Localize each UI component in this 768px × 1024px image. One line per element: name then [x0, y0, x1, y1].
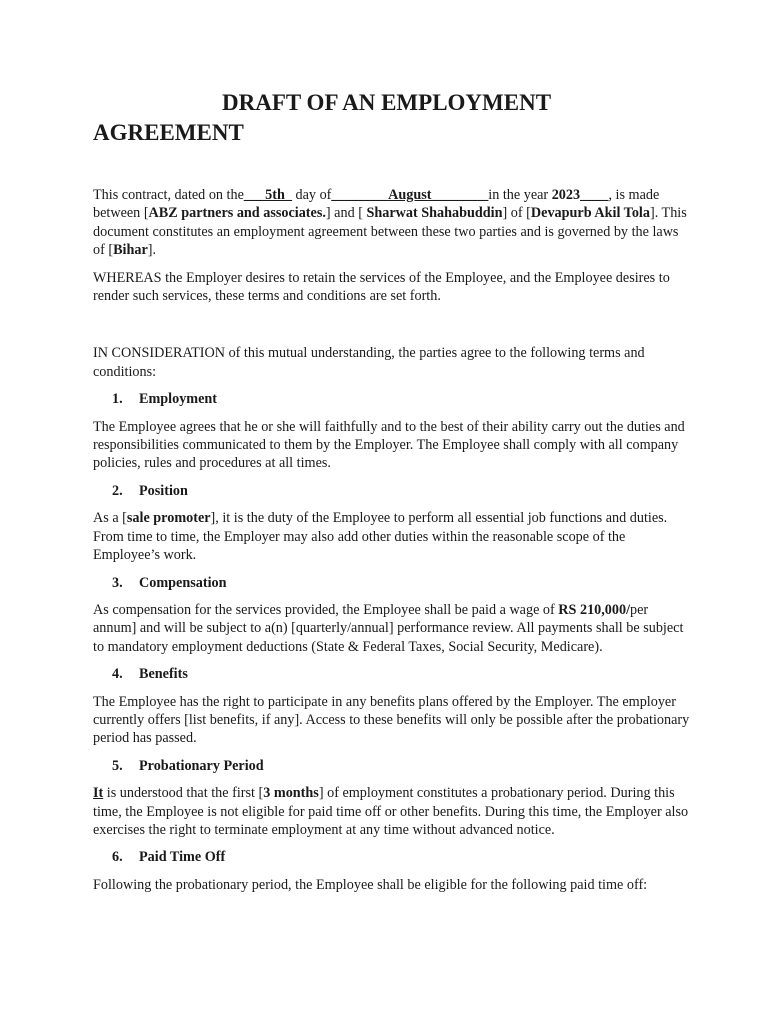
intro-text-8: ]. [147, 242, 157, 259]
section-heading-employment [93, 390, 691, 408]
section-heading-benefits [93, 665, 691, 683]
section-title: Benefits [139, 666, 188, 683]
section-text-compensation [93, 601, 691, 656]
wage-amount: RS 210,000/ [558, 601, 631, 618]
job-role: sale promoter [126, 510, 211, 527]
intro-text-3: in the year [488, 187, 552, 203]
agreement-day: 5th [265, 187, 285, 203]
intro-text-1: This contract, dated on the [93, 187, 244, 203]
section-heading-position [93, 482, 691, 500]
section-number: 6. [112, 849, 123, 866]
position-text-2: ], it is the duty of the Employee to perform all essential job functions and duties. From time to time, the Employer may also add other duties within the reasonable scope of the Employee’s work. [93, 510, 668, 564]
blank-line: _ [284, 187, 292, 203]
section-number: 1. [112, 391, 123, 408]
section-heading-probation [93, 757, 691, 775]
intro-text-7: ]. This document constitutes an employment agreement between these two parties and is governed by the laws of [ [93, 205, 687, 259]
section-heading-compensation [93, 574, 691, 592]
intro-text-6: ] of [ [502, 205, 531, 222]
blank-line: ________ [331, 187, 389, 203]
position-text-1: As a [ [93, 510, 127, 527]
section-title: Compensation [139, 574, 227, 591]
section-number: 5. [112, 757, 123, 774]
employee-name: Sharwat Shahabuddin [366, 205, 503, 222]
section-number: 2. [112, 482, 123, 499]
intro-text-5: ] and [ [325, 205, 367, 222]
title-line-1: DRAFT OF AN EMPLOYMENT [222, 90, 552, 115]
section-title: Probationary Period [139, 757, 264, 774]
governing-state: Bihar [113, 242, 148, 259]
probation-text-2: ] of employment constitutes a probationary period. During this time, the Employee is not eligible for paid time off or other benefits. During this time, the Employer also exercises the right to terminate employment at any time without advanced notice. [93, 785, 689, 838]
document-body [93, 186, 691, 894]
section-title: Paid Time Off [139, 849, 226, 866]
section-text-probation [93, 784, 691, 839]
intro-text-4: , is made between [ [93, 187, 660, 222]
intro-paragraph [93, 186, 691, 260]
section-title: Employment [139, 391, 218, 408]
agreement-month: August [388, 187, 432, 203]
consideration-paragraph: IN CONSIDERATION of this mutual understanding, the parties agree to the following terms and conditions: [93, 345, 645, 380]
employer-name: ABZ partners and associates. [148, 205, 326, 222]
blank-line: ___ [243, 187, 266, 203]
section-text-paid-time-off: Following the probationary period, the Employee shall be eligible for the following paid time off: [93, 876, 648, 893]
compensation-text-2: per annum] and will be subject to a(n) [quarterly/annual] performance review. All payments shall be subject to mandatory employment deductions (State & Federal Taxes, Social Security, Medicare). [93, 601, 684, 655]
blank-line: ________ [431, 187, 489, 203]
whereas-paragraph: WHEREAS the Employer desires to retain the services of the Employee, and the Employee desires to render such services, these terms and conditions are set forth. [93, 269, 670, 305]
section-text-benefits: The Employee has the right to participate in any benefits plans offered by the Employer. The employer currently offers [list benefits, if any]. Access to these benefits will only be possible after the probationary period has passed. [93, 693, 690, 747]
section-text-employment: The Employee agrees that he or she will faithfully and to the best of their ability carry out the duties and responsibilities communicated to them by the Employer. The Employee shall comply with all company policies, rules and procedures at all times. [93, 418, 685, 472]
agreement-year: 2023 [551, 187, 581, 203]
title-line-2: AGREEMENT [93, 120, 244, 145]
document-title [93, 88, 693, 148]
probation-lead-word: It [93, 785, 104, 802]
intro-text-2: day of [291, 187, 332, 203]
section-title: Position [139, 482, 188, 499]
section-heading-paid-time-off [93, 848, 691, 866]
employee-address: Devapurb Akil Tola [530, 205, 650, 222]
compensation-text-1: As compensation for the services provided, the Employee shall be paid a wage of [93, 601, 559, 618]
section-text-position [93, 509, 691, 564]
section-number: 3. [112, 574, 123, 591]
probation-text-1: is understood that the first [ [103, 785, 264, 802]
probation-period: 3 months [263, 785, 319, 802]
blank-line: ____ [580, 187, 609, 203]
section-number: 4. [112, 666, 123, 683]
